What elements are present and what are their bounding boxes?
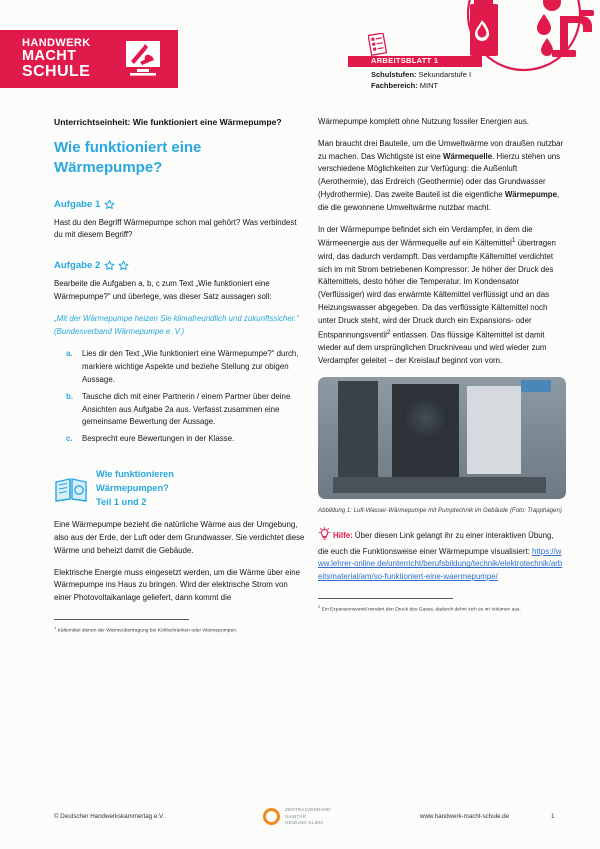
footnote-1-text: Kältemittel dienen der Wärmeübertragung bei Kühlschränken oder Wärmepumpen. [57,628,238,634]
list-item [54,433,306,446]
star-icon [118,260,129,271]
brand-logo-line2: MACHT [22,48,77,65]
fachbereich-label: Fachbereich: [371,80,418,90]
zvshk-ring-icon [263,808,280,825]
task-2-difficulty-stars [104,260,129,271]
heat-pump-photo [318,377,566,499]
task-2-subtasks [54,348,306,446]
right-p3-part-c: entlassen. Das flüssige Kältemittel ist damit wieder auf dem ursprünglichen Druckniveau und wird wieder zum Verdampfer geleitet – der Kreislauf beginnt von vorn. [318,330,547,365]
footnote-2-text: Ein Expansionsventil mindert den Druck des Gases, dadurch dehnt sich es im Volumen aus. [321,607,521,613]
page-title: Wie funktioniert eine Wärmepumpe? [54,139,202,176]
photo-base [333,477,546,493]
reading-section-title [96,468,174,509]
subtask-text: Lies dir den Text „Wie funktioniert eine Wärmepumpe?“ durch, markiere wichtige Aspekte und beziehe Stellung zur obigen Aussage. [82,349,299,385]
right-p2-part-e: , die die gewonnene Umweltwärme nutzbar macht. [318,189,560,212]
right-paragraph-2 [318,138,566,215]
footnote-2-marker: 2 [318,603,321,609]
page-footer [0,805,600,835]
right-column [318,116,566,635]
right-paragraph-3 [318,224,566,368]
footnote-ref-2: 2 [386,328,391,336]
term-waermequelle: Wärmequelle [443,151,493,161]
open-book-icon [54,475,88,503]
right-paragraph-1: Wärmepumpe komplett ohne Nutzung fossiler Energien aus. [318,117,529,126]
task-2-quote: „Mit der Wärmepumpe heizen Sie klimafreundlich und zukunftssicher.“ (Bundesverband Wärmepumpe e. V.) [54,313,299,336]
monitor-tools-icon [118,39,164,79]
right-p3-part-b: übertragen wird, das dadurch verdampft. Das verdampfte Kältemittel verdichtet sich im mit Strom betriebenen Kompressor: Je höher der Druck des Kältemittels, desto höher die Temperatur. Im Kondensator (Verflüssiger) wird das erwärmte Kältemittel verflüssigt und an das Heizungswasser abgegeben. Da das verflüssigte Kältemittel noch unter Druck steht, wird der Druck durch ein Expansions- oder Entspannungsventil [318,239,556,340]
task-2-text: Bearbeite die Aufgaben a, b, c zum Text „Wie funktioniert eine Wärmepumpe?“ und überlege, was dieser Satz aussagen soll: [54,279,272,302]
list-item [54,391,306,429]
footer-website[interactable]: www.handwerk-macht-schule.de [420,813,510,820]
help-note [318,527,566,584]
reading-title-line2: Wärmepumpen? [96,482,169,493]
task-1-text: Hast du den Begriff Wärmepumpe schon mal gehört? Was verbindest du mit diesem Begriff? [54,217,297,240]
footnote-2 [318,604,566,614]
zvshk-line2: SANITÄR [285,813,307,819]
right-p3-part-a: In der Wärmepumpe befindet sich ein Verdampfer, in dem die Wärmeenergie aus der Wärmequelle auf ein Kältemittel [318,224,533,248]
subtask-marker: b. [66,391,74,401]
schulstufen-label: Schulstufen: [371,70,417,79]
footnote-1-marker: 1 [54,625,57,631]
left-column [54,116,306,635]
brand-logo-line3: SCHULE [22,62,91,80]
task-2-heading [54,260,306,271]
boiler-pipes-faucet-icon [448,0,600,106]
zvshk-logo [263,807,331,827]
star-icon [104,199,115,210]
subtask-marker: c. [66,434,73,444]
subtask-text: Besprecht eure Bewertungen in der Klasse. [82,434,235,444]
footer-page-number: 1 [551,813,555,820]
zvshk-line1: ZENTRALVERBAND [285,807,331,812]
worksheet-doc-icon [368,33,388,57]
photo-indoor-unit [467,386,522,474]
schulstufen-value: Sekundarstufe I [418,70,472,79]
task-1-label: Aufgabe 1 [54,198,101,210]
figure-caption: Abbildung 1: Luft-Wasser-Wärmepumpe mit Pumptechnik im Gebäude (Foto: Trapphagen) [318,506,562,514]
brand-logo-wordmark [22,38,91,80]
footnote-ref-1: 1 [511,237,516,245]
footnote-1 [54,625,306,635]
left-paragraph-1: Eine Wärmepumpe bezieht die natürliche Wärme aus der Umgebung, also aus der Erde, der Luft oder dem Grundwasser. Sie verdichtet diese Wärme und beheizt damit die Gebäude. [54,520,305,555]
photo-wall [338,381,378,476]
page-header [0,0,600,112]
help-text: Über diesen Link gelangt ihr zu einer interaktiven Übung, die euch die Funktionsweise einer Wärmepumpe visualisiert: [318,530,554,556]
content-columns [0,116,600,635]
help-link[interactable]: https://www.lehrer-online.de/unterricht/berufsbildung/technik/elektrotechnik/arbeitsmaterial/am/so-funktioniert-eine-waermepumpe/ [318,546,563,582]
subtask-marker: a. [66,349,73,359]
help-label: Hilfe: [333,530,353,540]
subtask-text: Tausche dich mit einer Partnerin / einem Partner über deine Ansichten aus Aufgabe 2a aus. Verfasst zusammen eine gemeinsame Bewertung der Aussage. [82,391,291,427]
task-1-heading [54,199,306,210]
photo-sky [521,380,551,392]
brand-logo-line1: HANDWERK [22,37,91,50]
star-icon [104,260,115,271]
reading-title-line3: Teil 1 und 2 [96,496,147,507]
list-item [54,348,306,386]
left-paragraph-2: Elektrische Energie muss eingesetzt werden, um die Wärme über eine Wärmepumpe ins Haus zu bringen. Wird der elektrische Strom von einer Photovoltaikanlage geliefert, dann kommt die [54,567,301,603]
worksheet-badge-title: ARBEITSBLATT 1 [371,56,439,65]
task-1-difficulty-stars [104,199,115,210]
brand-logo [0,30,178,88]
right-p2-part-a: Man braucht drei Bauteile, um die Umweltwärme von draußen nutzbar zu machen. Das Wichtigste ist eine [318,138,564,161]
zvshk-line3: HEIZUNG KLIMA [285,820,324,826]
footer-copyright: © Deutscher Handwerkskammertag e.V. [54,813,165,820]
unit-kicker: Unterrichtseinheit: Wie funktioniert eine Wärmepumpe? [54,117,282,127]
zvshk-wordmark [285,807,331,827]
right-p2-part-c: . Hierzu stehen uns verschiedene Möglichkeiten zur Verfügung: die Außenluft (Aerothermie), das Erdreich (Geothermie) oder das Grundwasser (Hydrothermie). Das zweite Bauteil ist die eigentliche [318,151,561,199]
reading-title-line1: Wie funktionieren [96,469,174,480]
fachbereich-value: MINT [419,80,439,90]
lightbulb-icon [318,527,331,546]
task-2-label: Aufgabe 2 [54,260,101,272]
footnote-divider [54,619,189,620]
reading-section-header [54,468,306,509]
term-waermepumpe: Wärmepumpe [504,189,558,199]
footnote-divider [318,598,453,599]
